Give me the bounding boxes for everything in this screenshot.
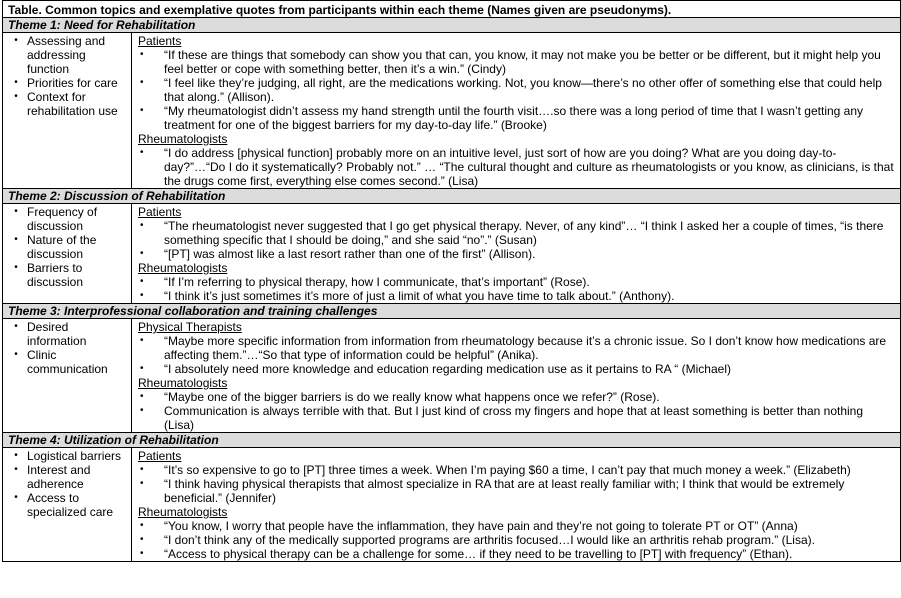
topic-item	[3, 348, 131, 376]
topic-item	[3, 34, 131, 76]
bullet-icon: •	[140, 220, 144, 231]
quote-text: “I absolutely need more knowledge and education regarding medication use as it pertains to RA “ (Michael)	[164, 362, 731, 376]
quotes-cell	[132, 33, 900, 188]
quote-text: “I think having physical therapists that almost specialize in RA that are at least really familiar with; I think that would be extremely beneficial.” (Jennifer)	[164, 477, 845, 505]
quotes-cell	[132, 204, 900, 303]
topic-label: Clinic communication	[27, 348, 108, 376]
theme-heading: Theme 2: Discussion of Rehabilitation	[3, 189, 900, 204]
bullet-icon: •	[14, 234, 18, 245]
quote-text: Communication is always terrible with that. But I just kind of cross my fingers and hope that at least something is better than nothing (Lisa)	[164, 404, 864, 432]
topic-item	[3, 320, 131, 348]
quotes-cell	[132, 319, 900, 432]
participant-group-label: Physical Therapists	[138, 320, 242, 334]
theme-row	[3, 319, 900, 433]
quote-item	[138, 533, 896, 547]
topic-label: Desired information	[27, 320, 87, 348]
topic-item	[3, 491, 131, 519]
bullet-icon: •	[140, 478, 144, 489]
quote-text: “I feel like they’re judging, all right, are the medications working. Not, you know—there’s no other offer of something else that could help that along.” (Allison).	[164, 76, 882, 104]
bullet-icon: •	[14, 206, 18, 217]
topic-label: Nature of the discussion	[27, 233, 97, 261]
bullet-icon: •	[140, 290, 144, 301]
bullet-icon: •	[14, 77, 18, 88]
topics-cell	[3, 319, 132, 432]
topic-item	[3, 205, 131, 233]
participant-group-label: Patients	[138, 449, 182, 463]
quote-item	[138, 104, 896, 132]
quote-text: “I think it’s just sometimes it’s more of just a limit of what you have time to talk about.” (Anthony).	[164, 289, 675, 303]
quote-item	[138, 463, 896, 477]
participant-group-label: Rheumatologists	[138, 261, 228, 275]
bullet-icon: •	[140, 49, 144, 60]
table-caption: Table. Common topics and exemplative quotes from participants within each theme (Names given are pseudonyms).	[3, 1, 900, 18]
quote-item	[138, 334, 896, 362]
bullet-icon: •	[140, 276, 144, 287]
theme-heading: Theme 1: Need for Rehabilitation	[3, 18, 900, 33]
topic-label: Assessing and addressing function	[27, 34, 106, 76]
quote-item	[138, 219, 896, 247]
bullet-icon: •	[140, 105, 144, 116]
bullet-icon: •	[140, 363, 144, 374]
theme-heading: Theme 4: Utilization of Rehabilitation	[3, 433, 900, 448]
theme-row	[3, 33, 900, 189]
theme-heading: Theme 3: Interprofessional collaboration and training challenges	[3, 304, 900, 319]
quote-text: “It’s so expensive to go to [PT] three times a week. When I’m paying $60 a time, I can’t pay that much money a week.” (Elizabeth)	[164, 463, 851, 477]
bullet-icon: •	[140, 405, 144, 416]
quote-item	[138, 275, 896, 289]
topic-item	[3, 90, 131, 118]
participant-group-label: Rheumatologists	[138, 505, 228, 519]
quote-text: “You know, I worry that people have the inflammation, they have pain and they’re not going to tolerate PT or OT” (Anna)	[164, 519, 798, 533]
bullet-icon: •	[140, 464, 144, 475]
bullet-icon: •	[14, 321, 18, 332]
quote-item	[138, 404, 896, 432]
themes-table	[2, 0, 901, 562]
bullet-icon: •	[14, 91, 18, 102]
bullet-icon: •	[140, 391, 144, 402]
bullet-icon: •	[140, 548, 144, 559]
quote-text: “I don’t think any of the medically supported programs are arthritis focused…I would like an arthritis rehab program.” (Lisa).	[164, 533, 815, 547]
quote-text: “I do address [physical function] probably more on an intuitive level, just sort of how are you doing? What are you doing day-to-day?”…“Do I do it systematically? Probably not.” … “The cultural thought and culture as rheumatologists or you know, as clinicians, is that the drugs come first, everything else comes second.” (Lisa)	[164, 146, 894, 188]
quote-item	[138, 289, 896, 303]
quote-text: “[PT] was almost like a last resort rather than one of the first” (Allison).	[164, 247, 536, 261]
bullet-icon: •	[140, 520, 144, 531]
quote-text: “Access to physical therapy can be a challenge for some… if they need to be travelling to [PT] with frequency” (Ethan).	[164, 547, 793, 561]
topics-cell	[3, 204, 132, 303]
topic-label: Frequency of discussion	[27, 205, 98, 233]
quotes-cell	[132, 448, 900, 561]
topic-label: Logistical barriers	[27, 449, 122, 463]
theme-row	[3, 204, 900, 304]
bullet-icon: •	[140, 534, 144, 545]
bullet-icon: •	[14, 450, 18, 461]
topic-item	[3, 76, 131, 90]
participant-group-label: Patients	[138, 205, 182, 219]
quote-text: “Maybe one of the bigger barriers is do we really know what happens once we refer?” (Rose).	[164, 390, 660, 404]
topic-item	[3, 449, 131, 463]
quote-item	[138, 547, 896, 561]
bullet-icon: •	[14, 35, 18, 46]
quote-text: “My rheumatologist didn’t assess my hand strength until the fourth visit….so there was a long period of time that I wasn’t getting any treatment for one of the biggest barriers for my day-to-day life.” (Brooke)	[164, 104, 864, 132]
quote-item	[138, 519, 896, 533]
quote-text: “Maybe more specific information from information from rheumatology because it’s a chronic issue. So I don’t know how medications are affecting them.”…“So that type of information could be helpful” (Anika).	[164, 334, 887, 362]
quote-text: “The rheumatologist never suggested that I go get physical therapy. Never, of any kind”… “I think I asked her a couple of times, “is there something specific that I should be doing,” and she said “no”.” (Susan)	[164, 219, 884, 247]
bullet-icon: •	[14, 464, 18, 475]
bullet-icon: •	[14, 349, 18, 360]
topic-label: Access to specialized care	[27, 491, 114, 519]
topic-item	[3, 261, 131, 289]
quote-item	[138, 76, 896, 104]
quote-item	[138, 390, 896, 404]
quote-item	[138, 477, 896, 505]
participant-group-label: Rheumatologists	[138, 132, 228, 146]
theme-row	[3, 448, 900, 562]
topics-cell	[3, 448, 132, 561]
participant-group-label: Patients	[138, 34, 182, 48]
quote-item	[138, 48, 896, 76]
topics-cell	[3, 33, 132, 188]
bullet-icon: •	[140, 248, 144, 259]
quote-item	[138, 247, 896, 261]
topic-item	[3, 233, 131, 261]
topic-item	[3, 463, 131, 491]
topic-label: Context for rehabilitation use	[27, 90, 118, 118]
topic-label: Priorities for care	[27, 76, 118, 90]
themes-container	[3, 18, 900, 562]
topic-label: Interest and adherence	[27, 463, 91, 491]
quote-text: “If I’m referring to physical therapy, how I communicate, that’s important” (Rose).	[164, 275, 590, 289]
quote-item	[138, 362, 896, 376]
quote-text: “If these are things that somebody can show you that can, you know, it may not make you be better or be different, but it might help you feel better or cope with something better, then it’s a win.” (Cindy)	[164, 48, 881, 76]
bullet-icon: •	[14, 492, 18, 503]
quote-item	[138, 146, 896, 188]
bullet-icon: •	[140, 77, 144, 88]
participant-group-label: Rheumatologists	[138, 376, 228, 390]
bullet-icon: •	[140, 335, 144, 346]
bullet-icon: •	[14, 262, 18, 273]
topic-label: Barriers to discussion	[27, 261, 84, 289]
bullet-icon: •	[140, 147, 144, 158]
